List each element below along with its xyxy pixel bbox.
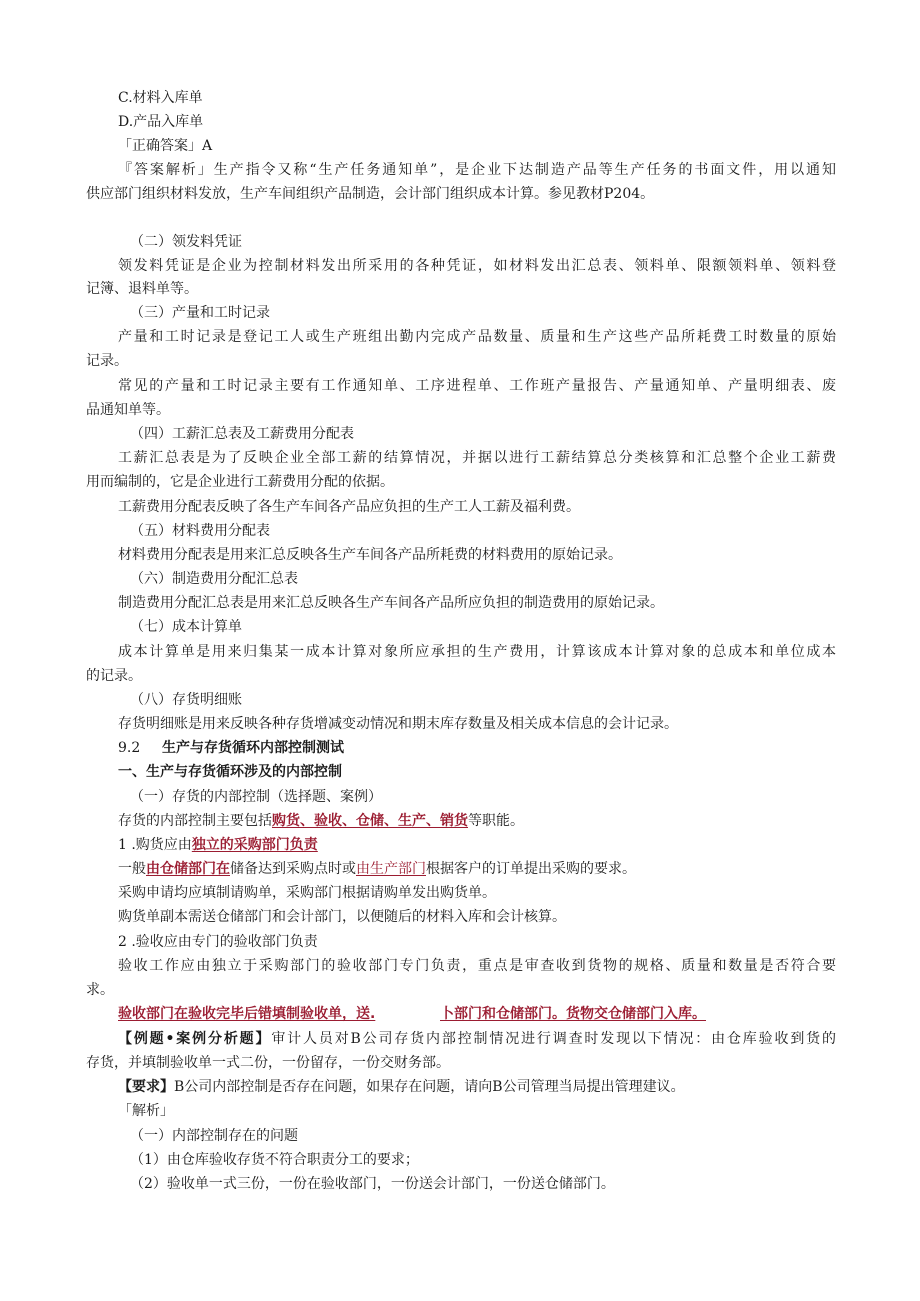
requirement-label: 【要求】: [118, 1079, 174, 1095]
heading-inventory-control: （一）存货的内部控制（选择题、案例）: [130, 789, 382, 805]
problem-item-1: （1）由仓库验收存货不符合职责分工的要求；: [130, 1152, 419, 1168]
section-title: 生产与存货循环内部控制测试: [162, 740, 344, 756]
paragraph-line: 的记录。: [86, 668, 142, 684]
problem-item-2: （2）验收单一式三份，一份在验收部门，一份送会计部门，一份送仓储部门。: [130, 1176, 615, 1192]
paragraph-line: 品通知单等。: [86, 402, 170, 418]
heading-material-vouchers: （二）领发料凭证: [130, 234, 242, 250]
paragraph-line: 材料费用分配表是用来汇总反映各生产车间各产品所耗费的材料费用的原始记录。: [118, 547, 622, 563]
correct-answer: 「正确答案」A: [118, 138, 213, 154]
text-segment: 一般: [118, 861, 146, 877]
highlighted-text: 卜部门和仓储部门。货物交仓储部门入库。: [440, 1006, 706, 1022]
example-line-2: 存货，并填制验收单一式二份，一份留存，一份交财务部。: [86, 1055, 450, 1071]
paragraph-line: 记录。: [86, 353, 128, 369]
paragraph-line: 成本计算单是用来归集某一成本计算对象所应承担的生产费用，计算该成本计算对象的总成本和单位成本: [118, 644, 836, 660]
heading-overhead: （六）制造费用分配汇总表: [130, 571, 298, 587]
text-segment: 储备达到采购点时或: [230, 861, 356, 877]
paragraph-line: [118, 1005, 375, 1023]
highlighted-text: 验收部门在验收完毕后错填制验收单，送.: [118, 1006, 376, 1022]
heading-output-hours: （三）产量和工时记录: [130, 305, 270, 321]
paragraph-line: [118, 812, 524, 830]
text-segment: 等职能。: [468, 813, 524, 829]
example-label: 【例题•案例分析题】: [118, 1031, 272, 1047]
paragraph-line: [440, 1005, 706, 1023]
paragraph-line: 购货单副本需送仓储部门和会计部门，以便随后的材料入库和会计核算。: [118, 909, 566, 925]
heading-material-cost: （五）材料费用分配表: [130, 523, 270, 539]
paragraph-line: 采购申请均应填制请购单，采购部门根据请购单发出购货单。: [118, 885, 496, 901]
text-segment: 审计人员对B公司存货内部控制情况进行调查时发现以下情况：由仓库验收到货的: [271, 1031, 836, 1047]
option-c: C.材料入库单: [118, 90, 203, 106]
option-d: D.产品入库单: [118, 114, 204, 130]
text-segment: 1 .购货应由: [118, 837, 192, 853]
highlighted-text: 由生产部门: [356, 861, 426, 877]
highlighted-text: 购货、验收、仓储、生产、销货: [272, 813, 468, 829]
paragraph-line: 用而编制的，它是企业进行工薪费用分配的依据。: [86, 474, 394, 490]
paragraph-line: 工薪费用分配表反映了各生产车间各产品应负担的生产工人工薪及福利费。: [118, 499, 580, 515]
paragraph-line: 领发料凭证是企业为控制材料发出所采用的各种凭证，如材料发出汇总表、领料单、限额领料单、领料登: [118, 258, 836, 274]
requirement-line: [118, 1078, 685, 1096]
paragraph-line: 产量和工时记录是登记工人或生产班组出勤内完成产品数量、质量和生产这些产品所耗费工时数量的原始: [118, 329, 836, 345]
heading-inventory-ledger: （八）存货明细账: [130, 692, 242, 708]
paragraph-line: 工薪汇总表是为了反映企业全部工薪的结算情况，并据以进行工薪结算总分类核算和汇总整个企业工薪费: [118, 450, 836, 466]
heading-problems: （一）内部控制存在的问题: [130, 1128, 298, 1144]
paragraph-line: 存货明细账是用来反映各种存货增减变动情况和期末库存数量及相关成本信息的会计记录。: [118, 716, 678, 732]
text-segment: 根据客户的订单提出采购的要求。: [426, 861, 636, 877]
heading-payroll: （四）工薪汇总表及工薪费用分配表: [130, 426, 354, 442]
highlighted-text: 由仓储部门在: [146, 861, 230, 877]
paragraph-line: 常见的产量和工时记录主要有工作通知单、工序进程单、工作班产量报告、产量通知单、产量明细表、废: [118, 378, 836, 394]
subsection-title: 一、生产与存货循环涉及的内部控制: [118, 764, 342, 780]
answer-analysis-line-2: 供应部门组织材料发放，生产车间组织产品制造，会计部门组织成本计算。参见教材P204。: [86, 186, 655, 202]
text-segment: B公司内部控制是否存在问题，如果存在问题，请向B公司管理当局提出管理建议。: [174, 1079, 685, 1095]
answer-analysis-line-1: 『答案解析」生产指令又称“生产任务通知单”，是企业下达制造产品等生产任务的书面文件，用以通知: [118, 162, 836, 178]
paragraph-line: 记簿、退料单等。: [86, 281, 198, 297]
paragraph-line: 验收工作应由独立于采购部门的验收部门专门负责，重点是审查收到货物的规格、质量和数量是否符合要: [118, 958, 836, 974]
text-segment: 存货的内部控制主要包括: [118, 813, 272, 829]
paragraph-line: 制造费用分配汇总表是用来汇总反映各生产车间各产品所应负担的制造费用的原始记录。: [118, 595, 664, 611]
section-number: 9.2: [118, 740, 141, 756]
analysis-label: 「解析」: [118, 1103, 174, 1119]
highlighted-text: 独立的采购部门负责: [191, 837, 318, 853]
paragraph-line: 2 .验收应由专门的验收部门负责: [118, 934, 318, 950]
heading-cost-sheet: （七）成本计算单: [130, 619, 242, 635]
paragraph-line: [118, 836, 318, 854]
paragraph-line: 求。: [86, 982, 114, 998]
example-line-1: [118, 1030, 836, 1048]
paragraph-line: [118, 860, 636, 878]
